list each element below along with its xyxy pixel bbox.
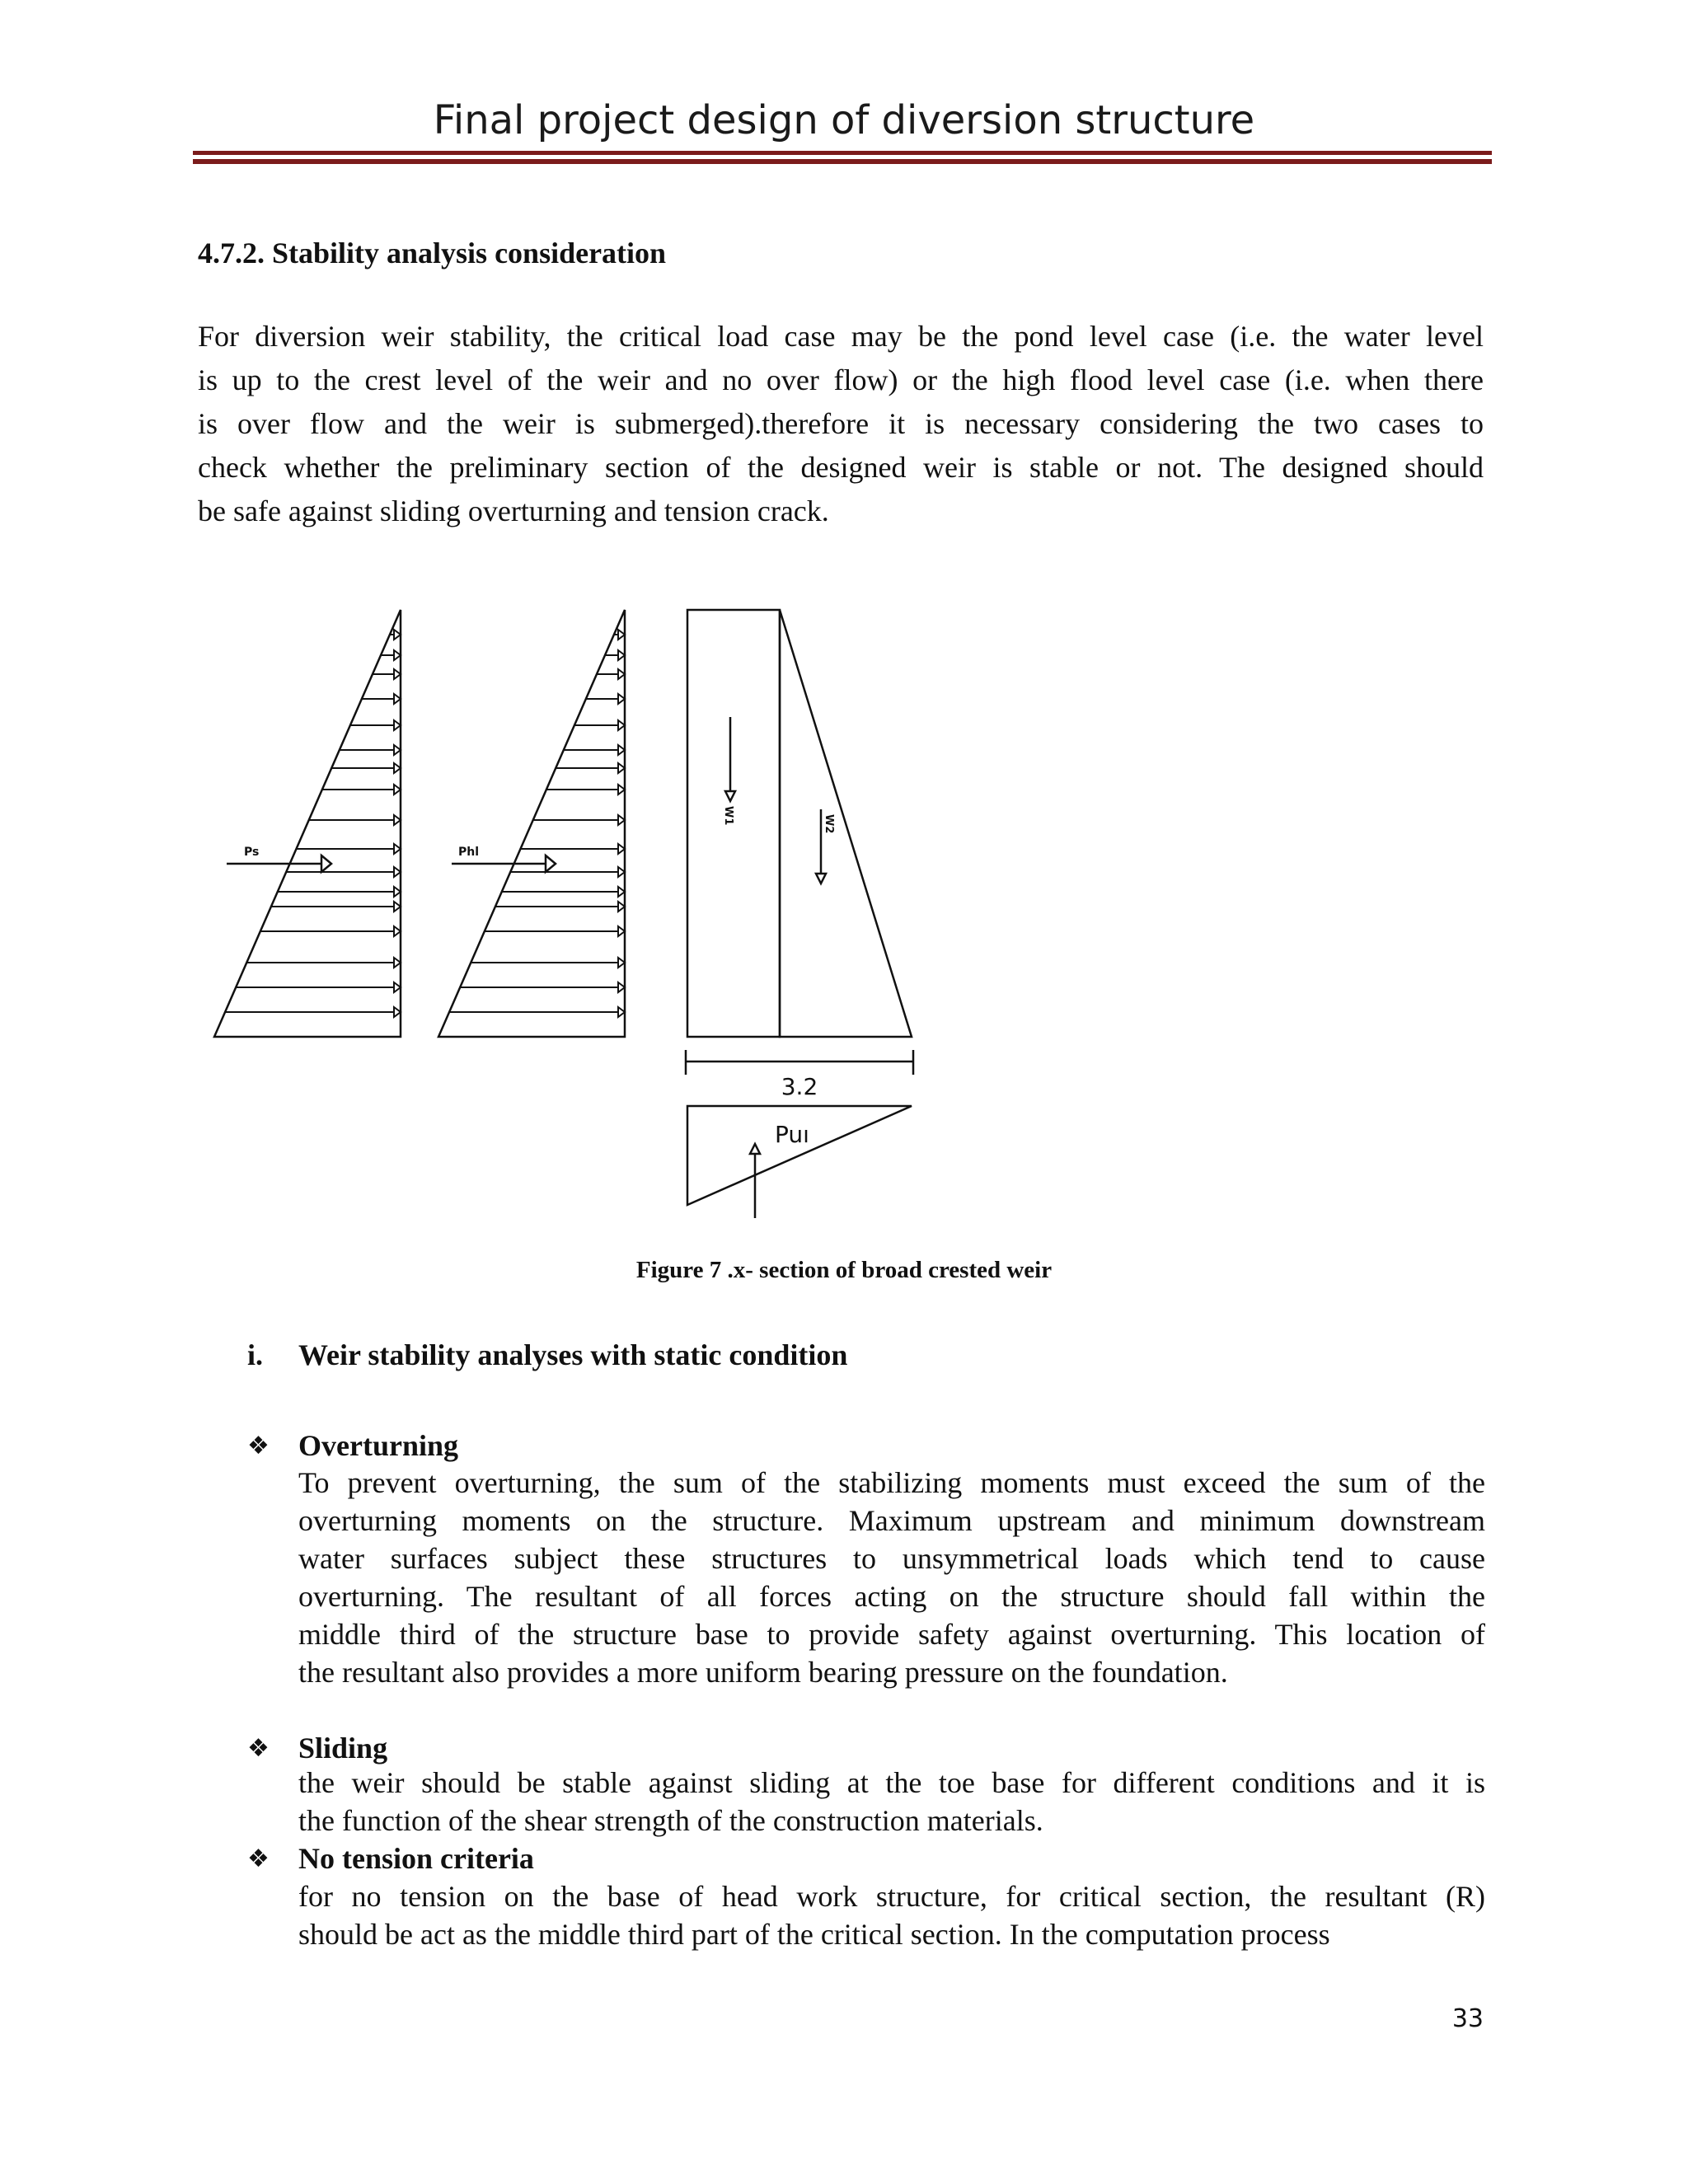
overturning-title: Overturning [298, 1429, 458, 1462]
w2-label: W2 [823, 814, 835, 834]
section-heading: 4.7.2. Stability analysis consideration [198, 237, 667, 269]
overturning-line: middle third of the structure base to provide safety against overturning. This location of [298, 1618, 1485, 1651]
no-tension-line: for no tension on the base of head work structure, for critical section, the resultant (R) [298, 1880, 1485, 1913]
w1-label: W1 [722, 806, 734, 826]
bullet-diamond-icon: ❖ [247, 1844, 270, 1873]
overturning-line: To prevent overturning, the sum of the stabilizing moments must exceed the sum of the [298, 1466, 1485, 1499]
sliding-paragraph [298, 1764, 1485, 1840]
intro-line: is over flow and the weir is submerged).therefore it is necessary considering the two cases to [198, 407, 1484, 440]
weir-section-figure [198, 593, 989, 1236]
no-tension-line: should be act as the middle third part of the critical section. In the computation process [298, 1918, 1330, 1951]
intro-line: For diversion weir stability, the critical load case may be the pond level case (i.e. the water level [198, 320, 1484, 353]
running-header-title: Final project design of diversion structure [433, 97, 1255, 143]
pressure-arrows-left [225, 630, 401, 1017]
subsection-title: Weir stability analyses with static condition [298, 1338, 848, 1371]
intro-paragraph [198, 315, 1484, 533]
no-tension-title: No tension criteria [298, 1842, 534, 1875]
ps-label: Ps [244, 846, 260, 859]
overturning-line: water surfaces subject these structures to unsymmetrical loads which tend to cause [298, 1542, 1485, 1575]
sliding-title: Sliding [298, 1732, 388, 1765]
base-dimension-line [686, 1050, 913, 1075]
figure-caption: Figure 7 .x- section of broad crested weir [635, 1257, 1053, 1283]
intro-line: is up to the crest level of the weir and no over flow) or the high flood level case (i.e. when there [198, 363, 1484, 396]
intro-line: be safe against sliding overturning and tension crack. [198, 494, 829, 527]
header-rule-thin [193, 151, 1492, 155]
page-number: 33 [1451, 2004, 1484, 2033]
ps-resultant [227, 855, 331, 872]
no-tension-paragraph [298, 1877, 1485, 1953]
sliding-line: the function of the shear strength of the construction materials. [298, 1804, 1043, 1837]
subsection-number: i. [247, 1338, 264, 1371]
overturning-line: overturning. The resultant of all forces acting on the structure should fall within the [298, 1580, 1485, 1613]
bullet-diamond-icon: ❖ [247, 1734, 270, 1763]
sliding-line: the weir should be stable against sliding at the toe base for different conditions and it is [298, 1766, 1485, 1799]
base-dimension-value: 3.2 [781, 1073, 818, 1100]
intro-line: check whether the preliminary section of the designed weir is stable or not. The designed should [198, 451, 1484, 484]
overturning-paragraph [298, 1464, 1485, 1691]
bullet-diamond-icon: ❖ [247, 1432, 270, 1460]
weir-section-drawing [198, 593, 989, 1236]
overturning-line: overturning moments on the structure. Maximum upstream and minimum downstream [298, 1504, 1485, 1537]
weir-body [687, 610, 912, 1037]
pressure-arrows-middle [449, 630, 625, 1017]
overturning-line: the resultant also provides a more uniform bearing pressure on the foundation. [298, 1656, 1228, 1689]
w1-force [725, 717, 735, 801]
uplift-label: Puı [775, 1121, 809, 1148]
phl-label: Phl [458, 846, 480, 859]
header-rule-thick [193, 159, 1492, 164]
